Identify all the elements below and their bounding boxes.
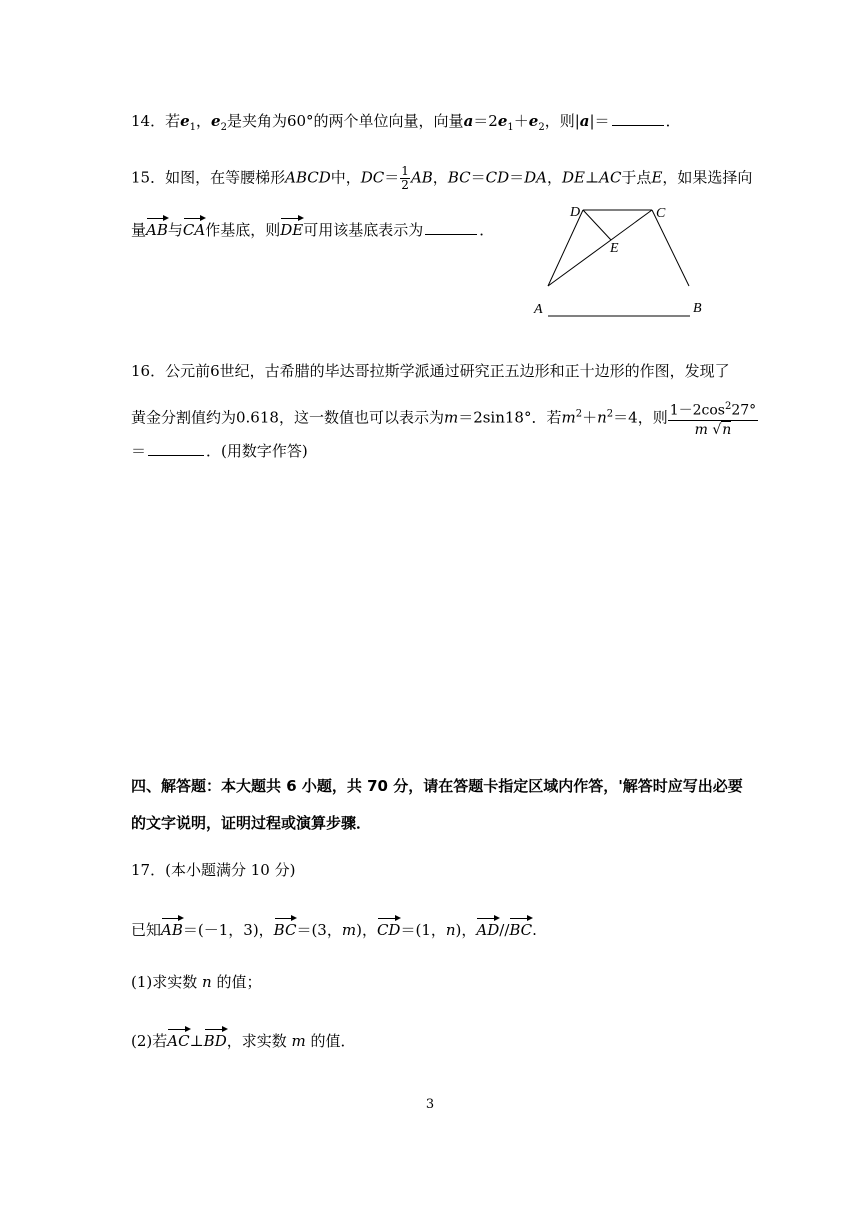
side-ad — [548, 210, 583, 286]
vector-bc: BC — [274, 916, 297, 940]
question-17-title: 17．(本小题满分 10 分) — [131, 861, 296, 879]
answer-blank-15 — [425, 220, 477, 235]
vector-ab: AB — [146, 216, 168, 240]
question-17-given: 已知AB＝(－1，3)，BC＝(3，m)，CD＝(1，n)，AD//BC. — [131, 916, 537, 940]
label-e: E — [610, 241, 619, 256]
label-b: B — [693, 301, 702, 316]
vector-ad: AD — [476, 916, 499, 940]
answer-blank-16 — [148, 441, 204, 456]
vector-bc-2: BC — [509, 916, 532, 940]
vector-ac: AC — [167, 1027, 189, 1051]
segment-de — [583, 210, 611, 240]
label-a: A — [534, 302, 543, 317]
question-16-line-3: ＝ ．(用数字作答) — [131, 442, 308, 460]
fraction-expression: $\frac{1-2\cos^227^\circ}{m √n}$ — [668, 398, 758, 439]
vector-ab: AB — [161, 916, 183, 940]
question-16-line-2: 黄金分割值约为0.618，这一数值也可以表示为m＝2sin18°．若$m^2+n^2=4$，则 $\frac{1-2\cos^227^\circ}{m √n}$ — [131, 398, 758, 439]
fraction-one-half: $\frac{1}{2}$ — [401, 164, 409, 192]
answer-blank-14 — [612, 111, 664, 126]
question-17-part-1: (1)求实数 n 的值； — [131, 973, 262, 991]
trapezoid-figure — [528, 198, 718, 323]
question-17-part-2: (2)若AC⊥BD，求实数 m 的值． — [131, 1027, 356, 1051]
vector-cd: CD — [377, 916, 401, 940]
section-4-heading-line-2: 的文字说明，证明过程或演算步骤． — [131, 814, 372, 832]
vector-de: DE — [280, 216, 303, 240]
diagonal-ac — [548, 210, 652, 286]
label-c: C — [656, 206, 666, 221]
question-15-line-2: 量AB与CA作基底，则DE可用该基底表示为 ． — [131, 216, 494, 240]
vector-bd: BD — [204, 1027, 227, 1051]
section-4-heading-line-1: 四、解答题：本大题共 6 小题，共 70 分，请在答题卡指定区域内作答，'解答时应写出必要 — [131, 777, 743, 795]
vector-ca: CA — [183, 216, 205, 240]
question-15-line-1: 15．如图，在等腰梯形ABCD中，DC＝ $\frac{1}{2}$ AB，BC＝CD＝DA，DE⊥AC于点E，如果选择向 — [131, 164, 753, 192]
question-16-line-1: 16．公元前6世纪，古希腊的毕达哥拉斯学派通过研究正五边形和正十边形的作图，发现了 — [131, 362, 730, 380]
question-14: 14．若$e_1$，$e_2$是夹角为60°的两个单位向量，向量$a=2e_1+e_2$，则|a|＝ ． — [131, 112, 681, 133]
page-number: 3 — [425, 1097, 435, 1112]
label-d: D — [570, 205, 581, 220]
side-cb — [652, 210, 689, 286]
